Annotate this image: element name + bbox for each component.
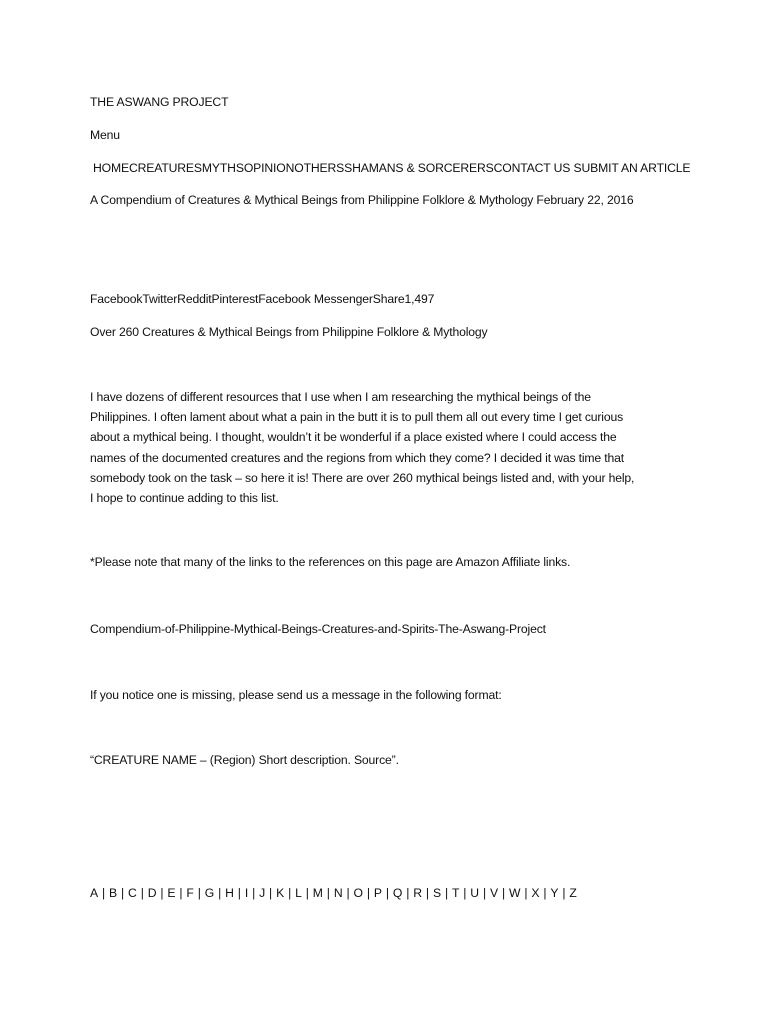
site-title[interactable]: THE ASWANG PROJECT bbox=[90, 95, 229, 109]
alpha-link-c[interactable]: C bbox=[128, 886, 137, 900]
intro-line: about a mythical being. I thought, wouldn’t it be wonderful if a place existed where I could access the bbox=[90, 430, 617, 445]
alpha-link-m[interactable]: M bbox=[312, 886, 323, 900]
intro-line: I have dozens of different resources that I use when I am researching the mythical beings of the bbox=[90, 390, 591, 404]
alpha-link-u[interactable]: U bbox=[470, 886, 479, 900]
intro-line: I hope to continue adding to this list. bbox=[90, 491, 279, 506]
alpha-link-h[interactable]: H bbox=[225, 886, 234, 900]
share-label[interactable]: Share bbox=[372, 292, 405, 306]
format-example: “CREATURE NAME – (Region) Short description. Source”. bbox=[90, 753, 399, 767]
alpha-link-l[interactable]: L bbox=[295, 886, 302, 900]
alpha-link-t[interactable]: T bbox=[451, 886, 460, 900]
page-headline: A Compendium of Creatures & Mythical Beings from Philippine Folklore & Mythology February 22, 2016 bbox=[90, 193, 634, 207]
alpha-link-o[interactable]: O bbox=[353, 886, 363, 900]
intro-line: somebody took on the task – so here it is! There are over 260 mythical beings listed and, with your help, bbox=[90, 470, 635, 485]
alpha-link-d[interactable]: D bbox=[147, 886, 157, 900]
alpha-link-g[interactable]: G bbox=[204, 886, 215, 900]
alpha-link-w[interactable]: W bbox=[509, 886, 521, 900]
nav-item-myths[interactable]: MYTHS bbox=[201, 161, 244, 175]
share-twitter-link[interactable]: Twitter bbox=[142, 292, 178, 306]
alpha-link-z[interactable]: Z bbox=[569, 886, 577, 900]
nav-item-home[interactable]: HOME bbox=[93, 161, 129, 175]
nav-item-submit-article[interactable]: SUBMIT AN ARTICLE bbox=[573, 161, 691, 175]
nav-item-creatures[interactable]: CREATURES bbox=[128, 161, 202, 175]
share-facebook-link[interactable]: Facebook bbox=[90, 292, 143, 306]
alpha-link-v[interactable]: V bbox=[489, 886, 498, 900]
main-nav: HOMECREATURESMYTHSOPINIONOTHERSSHAMANS & SORCERERSCONTACT US SUBMIT AN ARTICLE bbox=[93, 161, 691, 175]
menu-label[interactable]: Menu bbox=[90, 128, 120, 142]
alpha-link-k[interactable]: K bbox=[276, 886, 285, 900]
affiliate-note: *Please note that many of the links to the references on this page are Amazon Affiliate links. bbox=[90, 555, 571, 569]
alpha-link-n[interactable]: N bbox=[333, 886, 343, 900]
intro-line: names of the documented creatures and the regions from which they come? I decided it was time that bbox=[90, 450, 625, 465]
alpha-link-p[interactable]: P bbox=[373, 886, 382, 900]
share-bar bbox=[90, 289, 434, 309]
intro-line: Philippines. I often lament about what a pain in the butt it is to pull them all out every time I get curious bbox=[90, 410, 624, 425]
share-count: 1,497 bbox=[404, 292, 435, 306]
alpha-link-j[interactable]: J bbox=[259, 886, 266, 900]
article-subtitle: Over 260 Creatures & Mythical Beings from Philippine Folklore & Mythology bbox=[90, 325, 488, 339]
share-pinterest-link[interactable]: Pinterest bbox=[211, 292, 259, 306]
nav-item-contact-us[interactable]: CONTACT US bbox=[493, 161, 574, 175]
alpha-link-f[interactable]: F bbox=[186, 886, 194, 900]
intro-paragraph bbox=[90, 387, 690, 508]
alphabet-index: A | B | C | D | E | F | G | H | I | J | K | L | M | N | O | P | Q | R | S | T | U | V | W | X | Y | Z bbox=[90, 886, 577, 900]
alpha-link-s[interactable]: S bbox=[432, 886, 441, 900]
image-caption-link[interactable]: Compendium-of-Philippine-Mythical-Beings-Creatures-and-Spirits-The-Aswang-Project bbox=[90, 622, 546, 636]
nav-item-opinion[interactable]: OPINION bbox=[243, 161, 295, 175]
nav-item-others[interactable]: OTHERS bbox=[294, 161, 345, 175]
alpha-link-i[interactable]: I bbox=[244, 886, 249, 900]
nav-item-shamans-sorcerers[interactable]: HAMANS & SORCERERS bbox=[352, 161, 494, 175]
alpha-link-e[interactable]: E bbox=[167, 886, 176, 900]
alpha-link-q[interactable]: Q bbox=[392, 886, 403, 900]
alpha-link-x[interactable]: X bbox=[531, 886, 540, 900]
alpha-link-a[interactable]: A bbox=[90, 886, 98, 900]
share-messenger-link[interactable]: Facebook Messenger bbox=[258, 292, 373, 306]
alpha-link-y[interactable]: Y bbox=[550, 886, 559, 900]
alpha-link-b[interactable]: B bbox=[109, 886, 117, 900]
alpha-link-r[interactable]: R bbox=[413, 886, 422, 900]
share-reddit-link[interactable]: Reddit bbox=[177, 292, 212, 306]
missing-creature-note: If you notice one is missing, please send us a message in the following format: bbox=[90, 688, 502, 702]
